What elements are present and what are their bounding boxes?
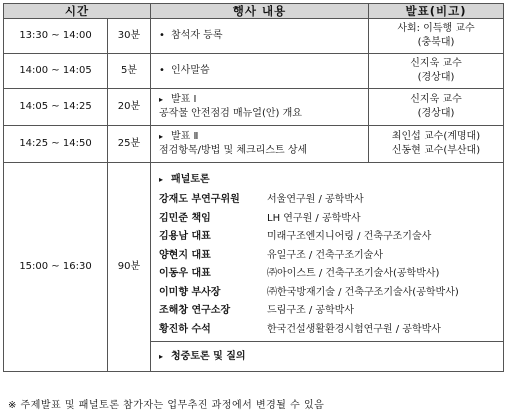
row-time: 14:25 ~ 14:50 <box>4 126 108 163</box>
program-title: 참석자 등록 <box>171 30 223 41</box>
table-header-row <box>4 4 504 19</box>
list-item <box>159 284 503 303</box>
note-line1: 사회: 이득행 교수 <box>397 23 475 34</box>
note-line1: 신지욱 교수 <box>410 94 462 105</box>
triangle-right-icon: ▸ <box>159 351 164 361</box>
bullet-icon: • <box>159 30 165 41</box>
member-name: 양현지 대표 <box>159 249 211 261</box>
program-title: 발표 Ⅱ <box>171 131 199 142</box>
member-name: 황진하 수석 <box>159 323 211 335</box>
header-time: 시간 <box>4 4 151 19</box>
member-name: 이미향 부사장 <box>159 286 221 298</box>
table-row <box>4 89 504 126</box>
note-line2: 신동현 교수(부산대) <box>391 145 481 156</box>
note-line1: 신지욱 교수 <box>410 58 462 69</box>
panel-cell <box>151 163 504 342</box>
member-name: 조해창 연구소장 <box>159 305 231 317</box>
triangle-right-icon: ▸ <box>159 95 164 104</box>
table-row <box>4 19 504 54</box>
row-program <box>151 89 369 126</box>
row-duration: 25분 <box>108 126 151 163</box>
note-line1: 최인섭 교수(계명대) <box>391 131 481 142</box>
header-note: 발표(비고) <box>369 4 504 19</box>
row-note <box>369 19 504 54</box>
row-time: 13:30 ~ 14:00 <box>4 19 108 54</box>
member-name: 이동우 대표 <box>159 268 211 280</box>
header-program: 행사 내용 <box>151 4 369 19</box>
qa-title: 청중토론 및 질의 <box>171 350 246 362</box>
triangle-right-icon: ▸ <box>159 175 164 184</box>
row-program <box>151 126 369 163</box>
program-title: 발표 Ⅰ <box>171 94 197 105</box>
triangle-right-icon: ▸ <box>159 132 164 141</box>
row-duration: 30분 <box>108 19 151 54</box>
qa-cell <box>151 342 504 372</box>
table-row <box>4 126 504 163</box>
list-item <box>159 265 503 284</box>
panel-member-list <box>159 191 503 339</box>
member-org: LH 연구원 / 공학박사 <box>267 212 361 224</box>
member-org: ㈜한국방재기술 / 건축구조기술사(공학박사) <box>267 286 459 298</box>
table-row <box>4 54 504 89</box>
member-org: 드림구조 / 공학박사 <box>267 305 355 317</box>
list-item <box>159 321 503 340</box>
member-name: 김민준 책임 <box>159 212 211 224</box>
schedule-table <box>3 3 503 372</box>
list-item <box>159 210 503 229</box>
member-name: 강재도 부연구위원 <box>159 194 240 206</box>
row-program <box>151 54 369 89</box>
list-item <box>159 228 503 247</box>
member-org: ㈜아이스트 / 건축구조기술사(공학박사) <box>267 268 440 280</box>
footnote: ※ 주제발표 및 패널토론 참가자는 업무추진 과정에서 변경될 수 있음 <box>8 400 325 411</box>
list-item <box>159 302 503 321</box>
row-duration: 20분 <box>108 89 151 126</box>
program-title: 인사말씀 <box>171 65 210 76</box>
member-org: 미래구조엔지니어링 / 건축구조기술사 <box>267 231 432 243</box>
row-note <box>369 54 504 89</box>
row-duration: 5분 <box>108 54 151 89</box>
row-time: 14:00 ~ 14:05 <box>4 54 108 89</box>
row-note <box>369 126 504 163</box>
panel-duration: 90분 <box>108 163 151 372</box>
program-detail: 공작물 안전점검 매뉴얼(안) 개요 <box>159 108 302 119</box>
member-org: 서울연구원 / 공학박사 <box>267 194 364 206</box>
row-note <box>369 89 504 126</box>
note-line2: (경상대) <box>417 108 455 119</box>
member-name: 김용남 대표 <box>159 231 211 243</box>
row-time: 14:05 ~ 14:25 <box>4 89 108 126</box>
member-org: 한국건설생활환경시험연구원 / 공학박사 <box>267 323 441 335</box>
program-detail: 점검항목/방법 및 체크리스트 상세 <box>159 145 308 156</box>
row-program <box>151 19 369 54</box>
bullet-icon: • <box>159 65 165 76</box>
member-org: 유일구조 / 건축구조기술사 <box>267 249 383 261</box>
panel-title: 패널토론 <box>171 174 210 185</box>
panel-time: 15:00 ~ 16:30 <box>4 163 108 372</box>
panel-row <box>4 163 504 342</box>
list-item <box>159 191 503 210</box>
list-item <box>159 247 503 266</box>
note-line2: (경상대) <box>417 72 455 83</box>
note-line2: (충북대) <box>417 37 455 48</box>
